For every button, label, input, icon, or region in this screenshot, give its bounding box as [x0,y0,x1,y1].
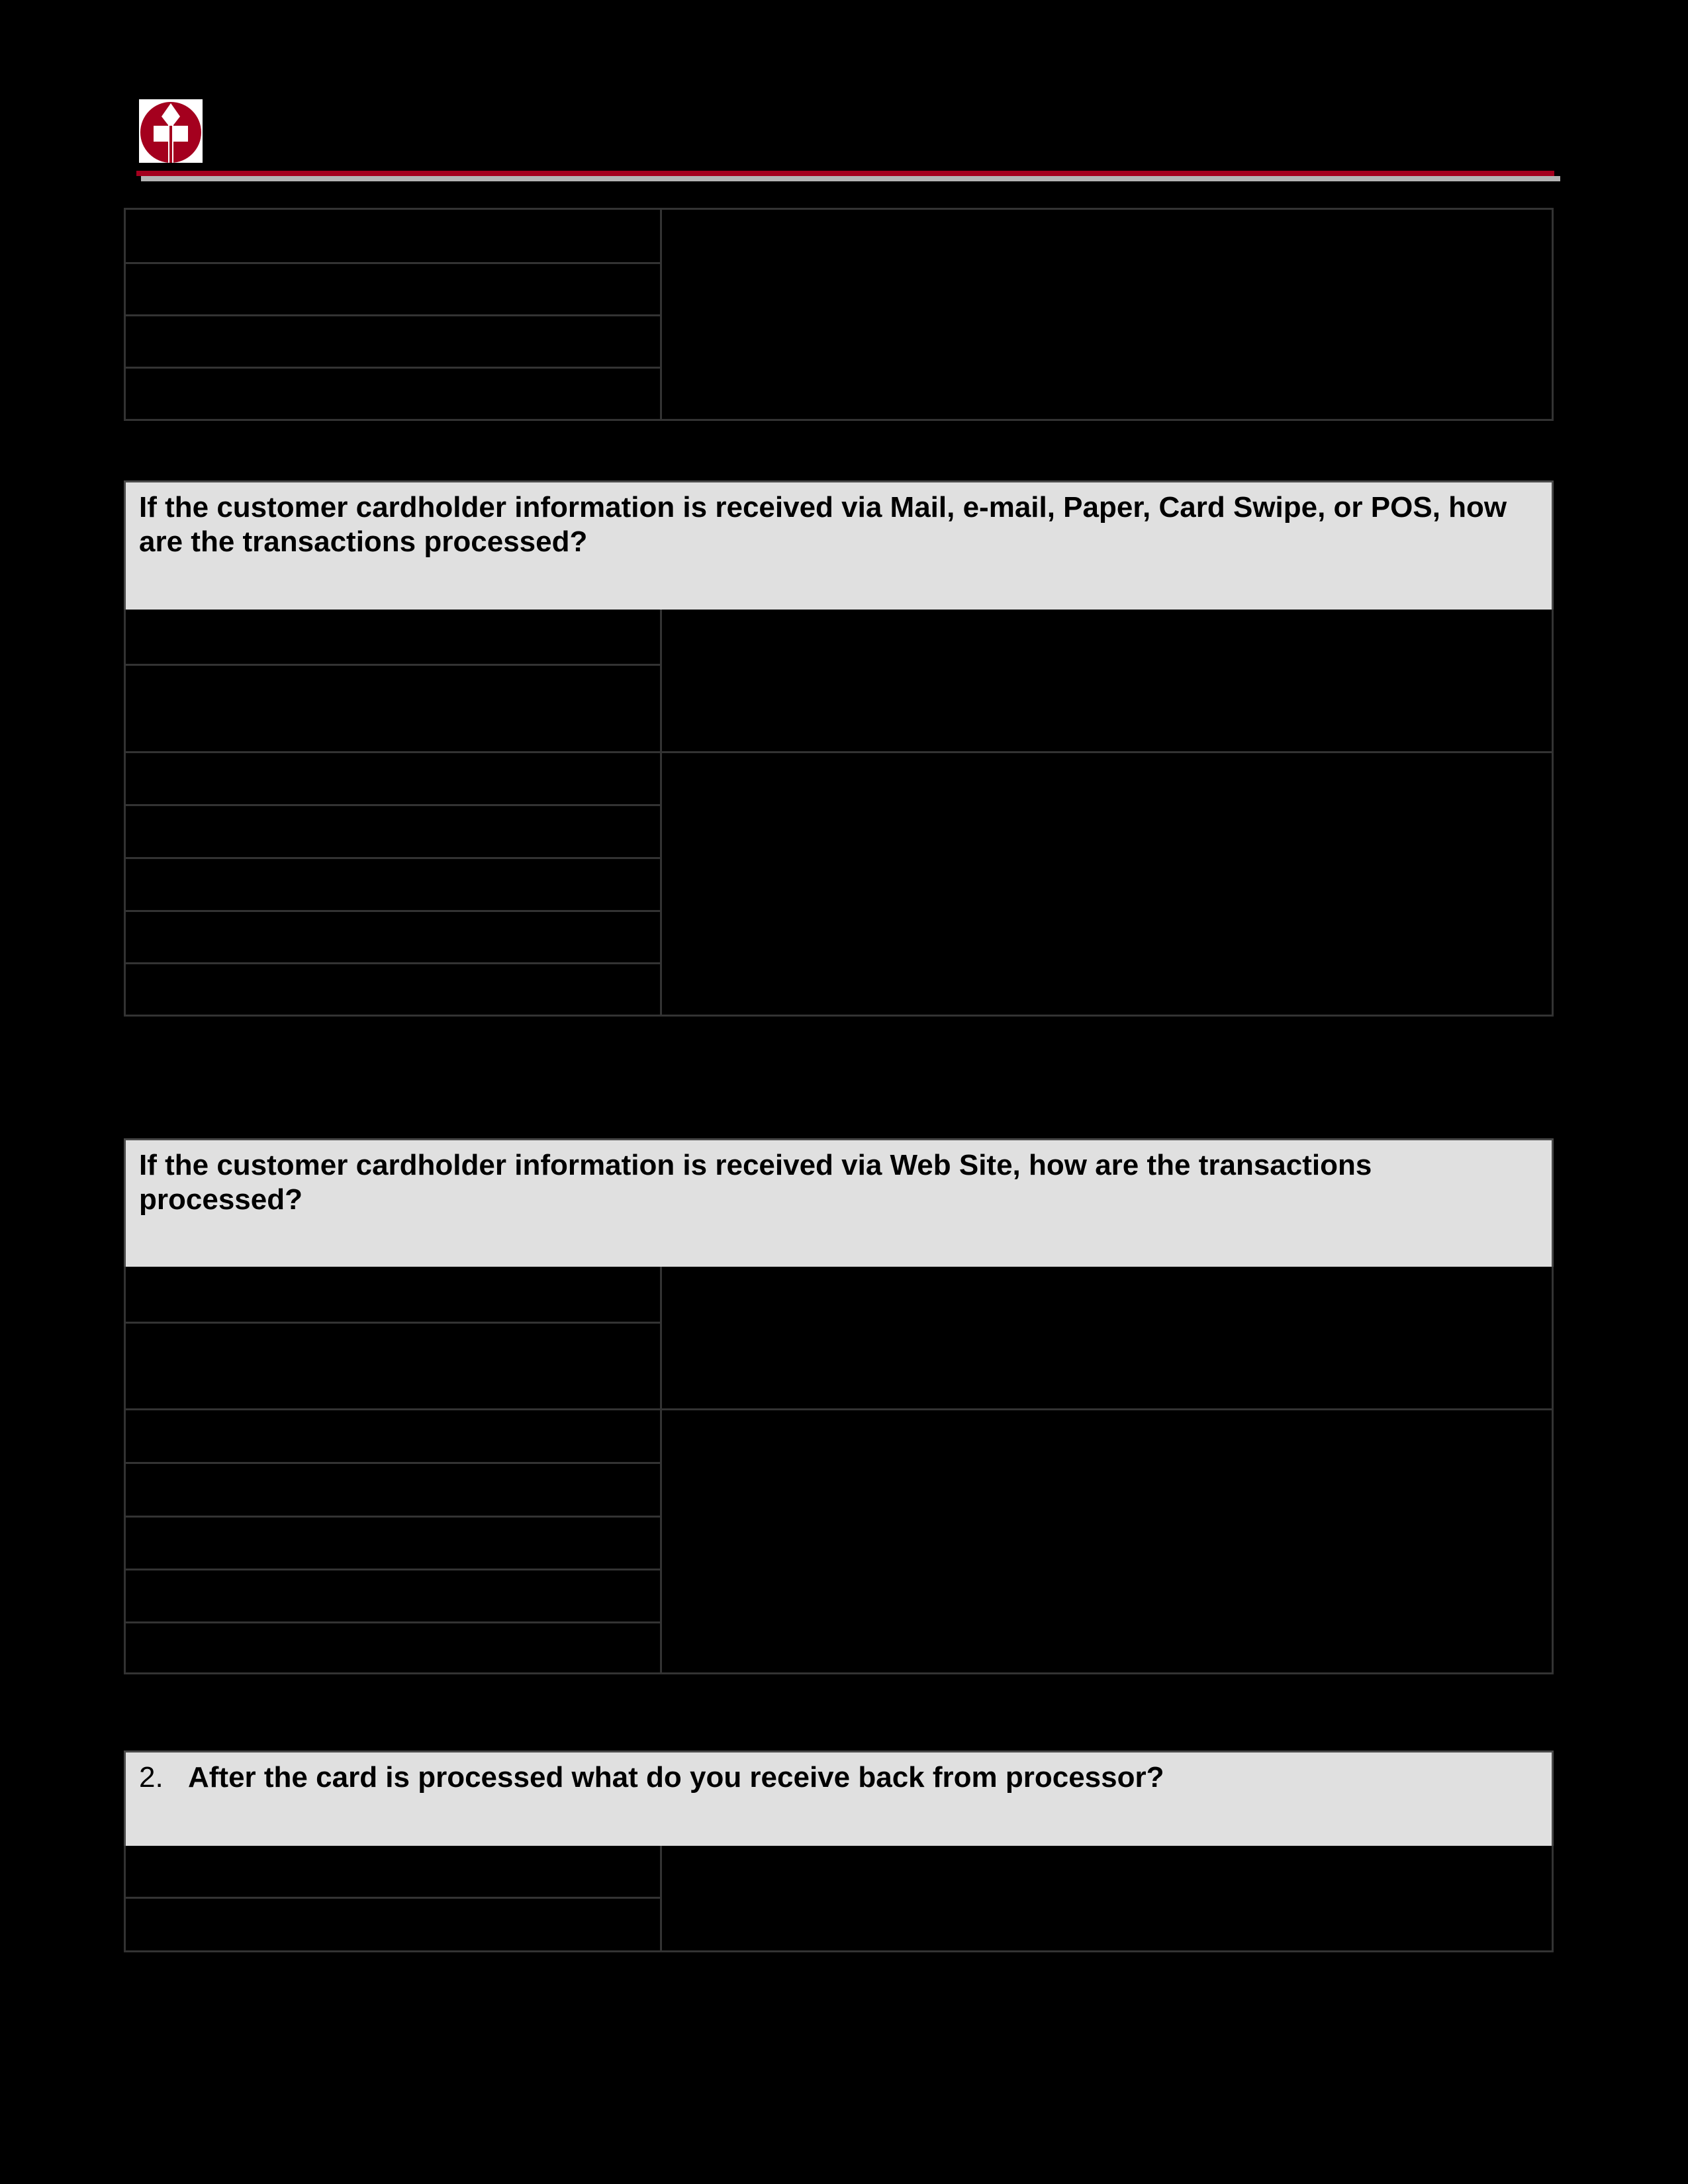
mail-pos-field[interactable] [126,912,660,962]
info-field[interactable] [126,210,660,262]
processor-response-field[interactable] [126,1846,660,1897]
mail-pos-notes-area[interactable] [662,610,1552,751]
web-site-field[interactable] [126,1464,660,1516]
question-number: 2. [139,1761,164,1794]
web-site-field[interactable] [126,1623,660,1672]
mail-pos-notes-area[interactable] [662,753,1552,1015]
info-notes-area[interactable] [662,210,1552,419]
header-rule-red [136,171,1554,176]
mail-pos-field[interactable] [126,964,660,1015]
processor-response-notes-area[interactable] [662,1846,1552,1950]
web-site-notes-area[interactable] [662,1267,1552,1408]
info-table [124,208,1554,421]
mail-pos-field[interactable] [126,806,660,857]
web-site-notes-area[interactable] [662,1410,1552,1672]
mail-pos-table [124,610,1554,1017]
web-site-field[interactable] [126,1324,660,1408]
info-field[interactable] [126,316,660,367]
header-rule-grey [141,176,1560,181]
web-site-field[interactable] [126,1570,660,1621]
section-title: After the card is processed what do you receive back from processor? [188,1761,1164,1794]
org-logo-icon [139,99,203,163]
section-title: If the customer cardholder information is received via Mail, e-mail, Paper, Card Swipe, or POS, how are the transactions processed? [139,491,1507,558]
processor-response-field[interactable] [126,1899,660,1950]
web-site-field[interactable] [126,1267,660,1322]
web-site-field[interactable] [126,1518,660,1569]
mail-pos-field[interactable] [126,666,660,751]
info-field[interactable] [126,264,660,314]
section-header-mail-pos [124,480,1554,612]
web-site-table [124,1267,1554,1674]
info-field[interactable] [126,369,660,419]
section-header-web-site [124,1138,1554,1269]
mail-pos-field[interactable] [126,610,660,664]
mail-pos-field[interactable] [126,859,660,910]
web-site-field[interactable] [126,1410,660,1462]
section-title: If the customer cardholder information is received via Web Site, how are the transactions processed? [139,1149,1372,1216]
mail-pos-field[interactable] [126,753,660,804]
processor-response-table [124,1846,1554,1952]
section-header-processor-response [124,1751,1554,1848]
